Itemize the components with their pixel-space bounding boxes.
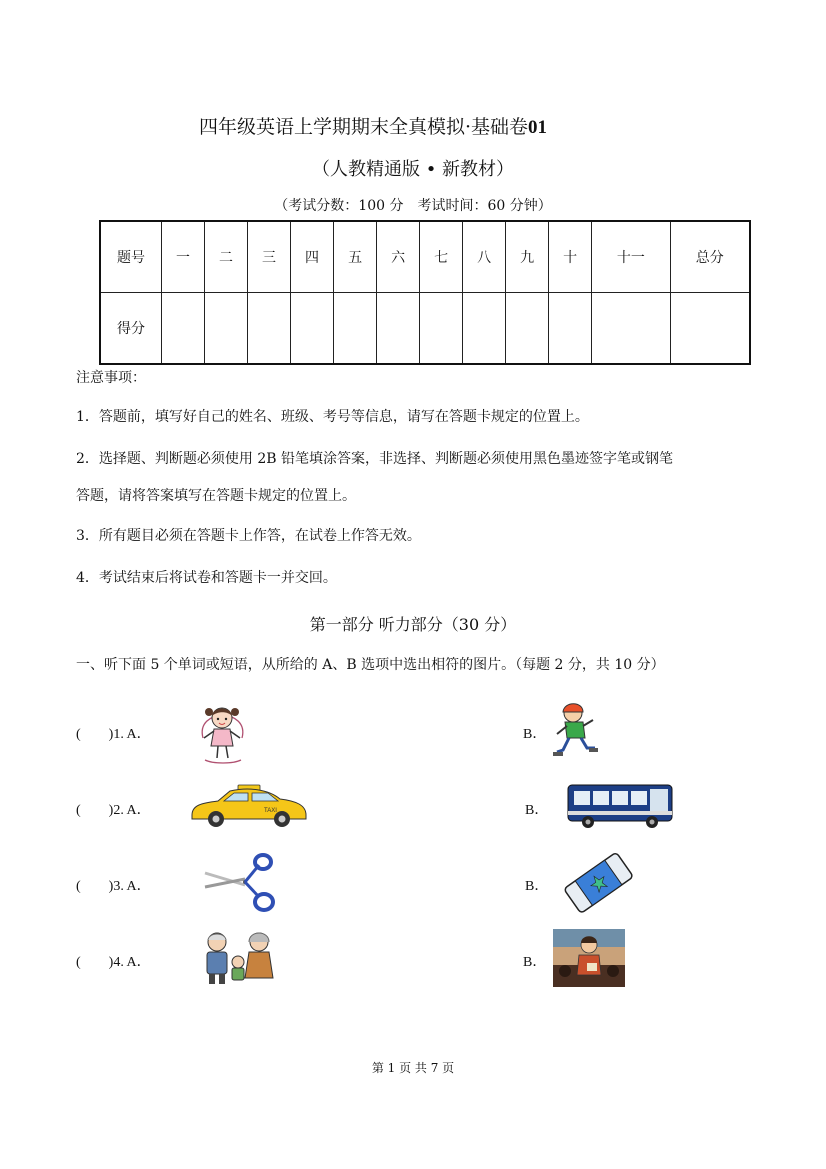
- score-table: [99, 220, 751, 365]
- exam-title: [0, 112, 746, 139]
- row-label-score: 得分: [100, 293, 162, 365]
- column-header: 十: [549, 221, 592, 293]
- page-footer: 第 1 页 共 7 页: [371, 1061, 455, 1075]
- score-cell: [506, 293, 549, 365]
- score-cell: [420, 293, 463, 365]
- exam-subtitle: （人教精通版 • 新教材）: [311, 159, 515, 180]
- column-header: 三: [248, 221, 291, 293]
- item-1-label: ( )1. A．: [76, 727, 151, 742]
- item-2-b-label: B．: [525, 803, 549, 818]
- note-item: 3．所有题目必须在答题卡上作答，在试卷上作答无效。: [76, 528, 421, 544]
- girl-skipping-rope-icon: [195, 698, 250, 764]
- taxi-sign-text: TAXI: [264, 808, 277, 814]
- item-1-b-label: B．: [523, 727, 547, 742]
- column-header: 八: [463, 221, 506, 293]
- score-cell: [670, 293, 750, 365]
- column-header: 五: [334, 221, 377, 293]
- exam-title-number: 01: [528, 117, 548, 138]
- score-cell: [549, 293, 592, 365]
- item-3-label: ( )3. A．: [76, 879, 151, 894]
- eraser-icon: [560, 848, 636, 916]
- column-header: 一: [162, 221, 205, 293]
- column-header: 七: [420, 221, 463, 293]
- exam-info: （考试分数：100 分 考试时间：60 分钟）: [274, 198, 552, 214]
- score-cell: [205, 293, 248, 365]
- row-label-question-number: 题号: [100, 221, 162, 293]
- scissors-icon: [203, 851, 278, 913]
- column-header: 二: [205, 221, 248, 293]
- score-cell: [463, 293, 506, 365]
- score-cell: [248, 293, 291, 365]
- note-item: 答题，请将答案填写在答题卡规定的位置上。: [76, 488, 356, 504]
- score-table-score-row: [100, 293, 750, 365]
- score-table-header-row: [100, 221, 750, 293]
- column-header: 四: [291, 221, 334, 293]
- score-cell: [291, 293, 334, 365]
- part1-title: 第一部分 听力部分（30 分）: [309, 615, 517, 634]
- notes-heading: 注意事项：: [76, 370, 146, 386]
- score-cell: [334, 293, 377, 365]
- item-3-b-label: B．: [525, 879, 549, 894]
- score-cell: [162, 293, 205, 365]
- item-4-b-label: B．: [523, 955, 547, 970]
- bus-icon: [566, 781, 676, 831]
- column-header: 总分: [670, 221, 750, 293]
- note-item: 1．答题前，填写好自己的姓名、班级、考号等信息，请写在答题卡规定的位置上。: [76, 409, 589, 425]
- note-item: 4．考试结束后将试卷和答题卡一并交回。: [76, 570, 337, 586]
- column-header: 十一: [592, 221, 670, 293]
- exam-title-text: 四年级英语上学期期末全真模拟·基础卷: [198, 116, 529, 138]
- score-cell: [377, 293, 420, 365]
- item-4-label: ( )4. A．: [76, 955, 151, 970]
- taxi-icon: [188, 781, 310, 831]
- grandparents-icon: [197, 928, 281, 986]
- score-cell: [592, 293, 670, 365]
- teacher-classroom-icon: [553, 929, 625, 987]
- boy-skating-icon: [553, 700, 598, 760]
- column-header: 六: [377, 221, 420, 293]
- column-header: 九: [506, 221, 549, 293]
- question-1-prompt: 一、听下面 5 个单词或短语，从所给的 A、B 选项中选出相符的图片。（每题 2 分，共 10 分）: [76, 657, 665, 673]
- item-2-label: ( )2. A．: [76, 803, 151, 818]
- note-item: 2．选择题、判断题必须使用 2B 铅笔填涂答案，非选择、判断题必须使用黑色墨迹签字笔或钢笔: [76, 451, 674, 467]
